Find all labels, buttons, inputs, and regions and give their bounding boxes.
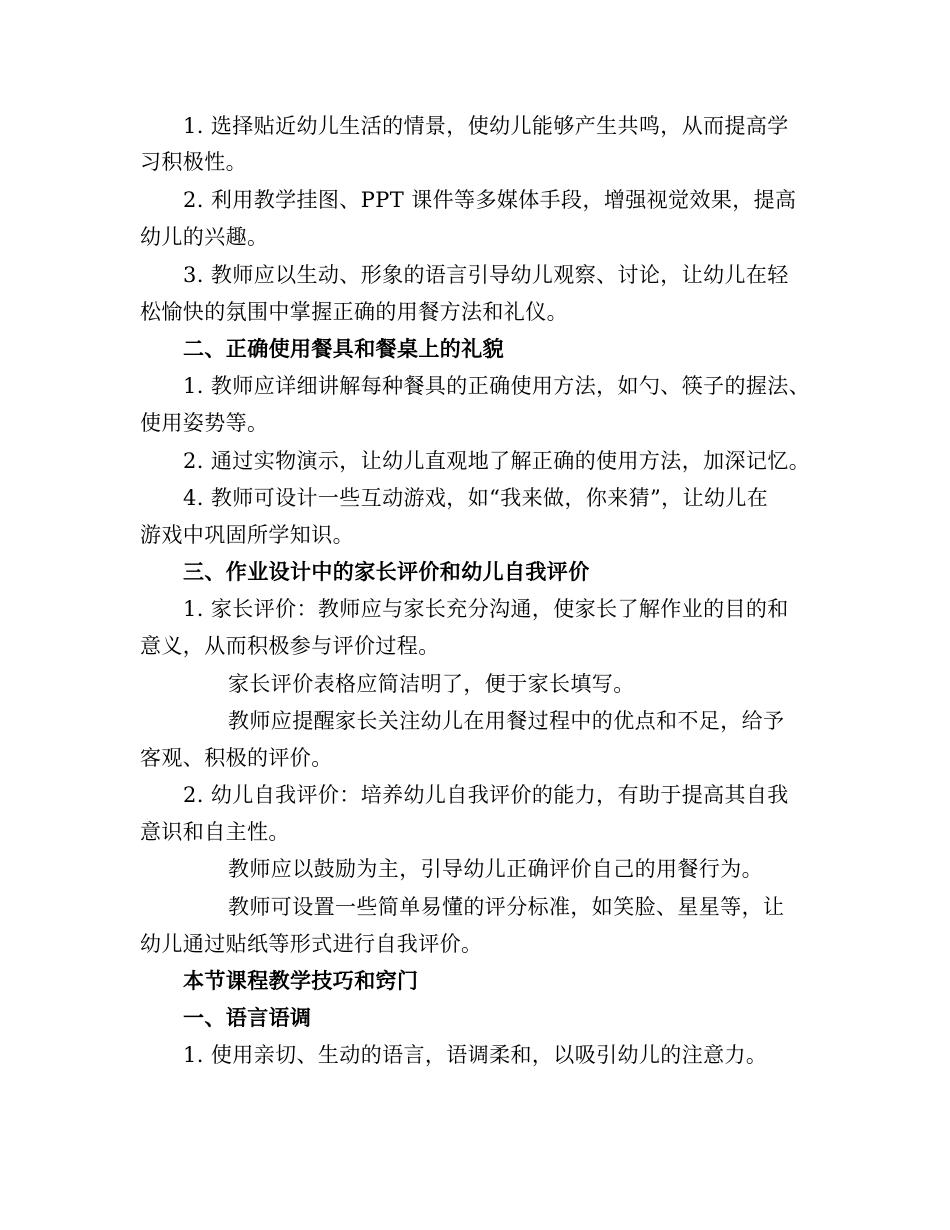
paragraph-line: 2. 幼儿自我评价：培养幼儿自我评价的能力，有助于提高其自我 <box>183 783 789 807</box>
paragraph-line: 意识和自主性。 <box>140 820 290 844</box>
paragraph-line: 客观、积极的评价。 <box>140 746 333 770</box>
section-heading: 二、正确使用餐具和餐桌上的礼貌 <box>183 336 504 361</box>
paragraph-line: 使用姿势等。 <box>140 411 269 435</box>
paragraph-line: 2. 通过实物演示，让幼儿直观地了解正确的使用方法，加深记忆。 <box>183 449 811 473</box>
paragraph-line: 1. 使用亲切、生动的语言，语调柔和，以吸引幼儿的注意力。 <box>183 1043 768 1067</box>
paragraph-line: 1. 教师应详细讲解每种餐具的正确使用方法，如勺、筷子的握法、 <box>183 374 811 398</box>
paragraph-line: 2. 利用教学挂图、PPT 课件等多媒体手段，增强视觉效果，提高 <box>183 188 797 212</box>
paragraph-line: 习积极性。 <box>140 150 247 174</box>
paragraph-line: 意义，从而积极参与评价过程。 <box>140 634 440 658</box>
section-heading: 一、语言语调 <box>183 1005 312 1030</box>
paragraph-line: 幼儿的兴趣。 <box>140 225 269 249</box>
paragraph-line: 幼儿通过贴纸等形式进行自我评价。 <box>140 932 483 956</box>
section-heading: 本节课程教学技巧和窍门 <box>183 968 419 993</box>
paragraph-line: 4. 教师可设计一些互动游戏，如“我来做，你来猜”，让幼儿在 <box>183 486 769 510</box>
paragraph-line: 松愉快的氛围中掌握正确的用餐方法和礼仪。 <box>140 300 568 324</box>
paragraph-line: 家长评价表格应简洁明了，便于家长填写。 <box>228 672 635 696</box>
section-heading: 三、作业设计中的家长评价和幼儿自我评价 <box>183 559 590 584</box>
paragraph-line: 游戏中巩固所学知识。 <box>140 523 354 547</box>
paragraph-line: 教师应以鼓励为主，引导幼儿正确评价自己的用餐行为。 <box>228 857 763 881</box>
paragraph-line: 1. 家长评价：教师应与家长充分沟通，使家长了解作业的目的和 <box>183 597 789 621</box>
paragraph-line: 1. 选择贴近幼儿生活的情景，使幼儿能够产生共鸣，从而提高学 <box>183 114 789 138</box>
paragraph-line: 3. 教师应以生动、形象的语言引导幼儿观察、讨论，让幼儿在轻 <box>183 263 789 287</box>
paragraph-line: 教师可设置一些简单易懂的评分标准，如笑脸、星星等，让 <box>228 895 785 919</box>
paragraph-line: 教师应提醒家长关注幼儿在用餐过程中的优点和不足，给予 <box>228 709 785 733</box>
